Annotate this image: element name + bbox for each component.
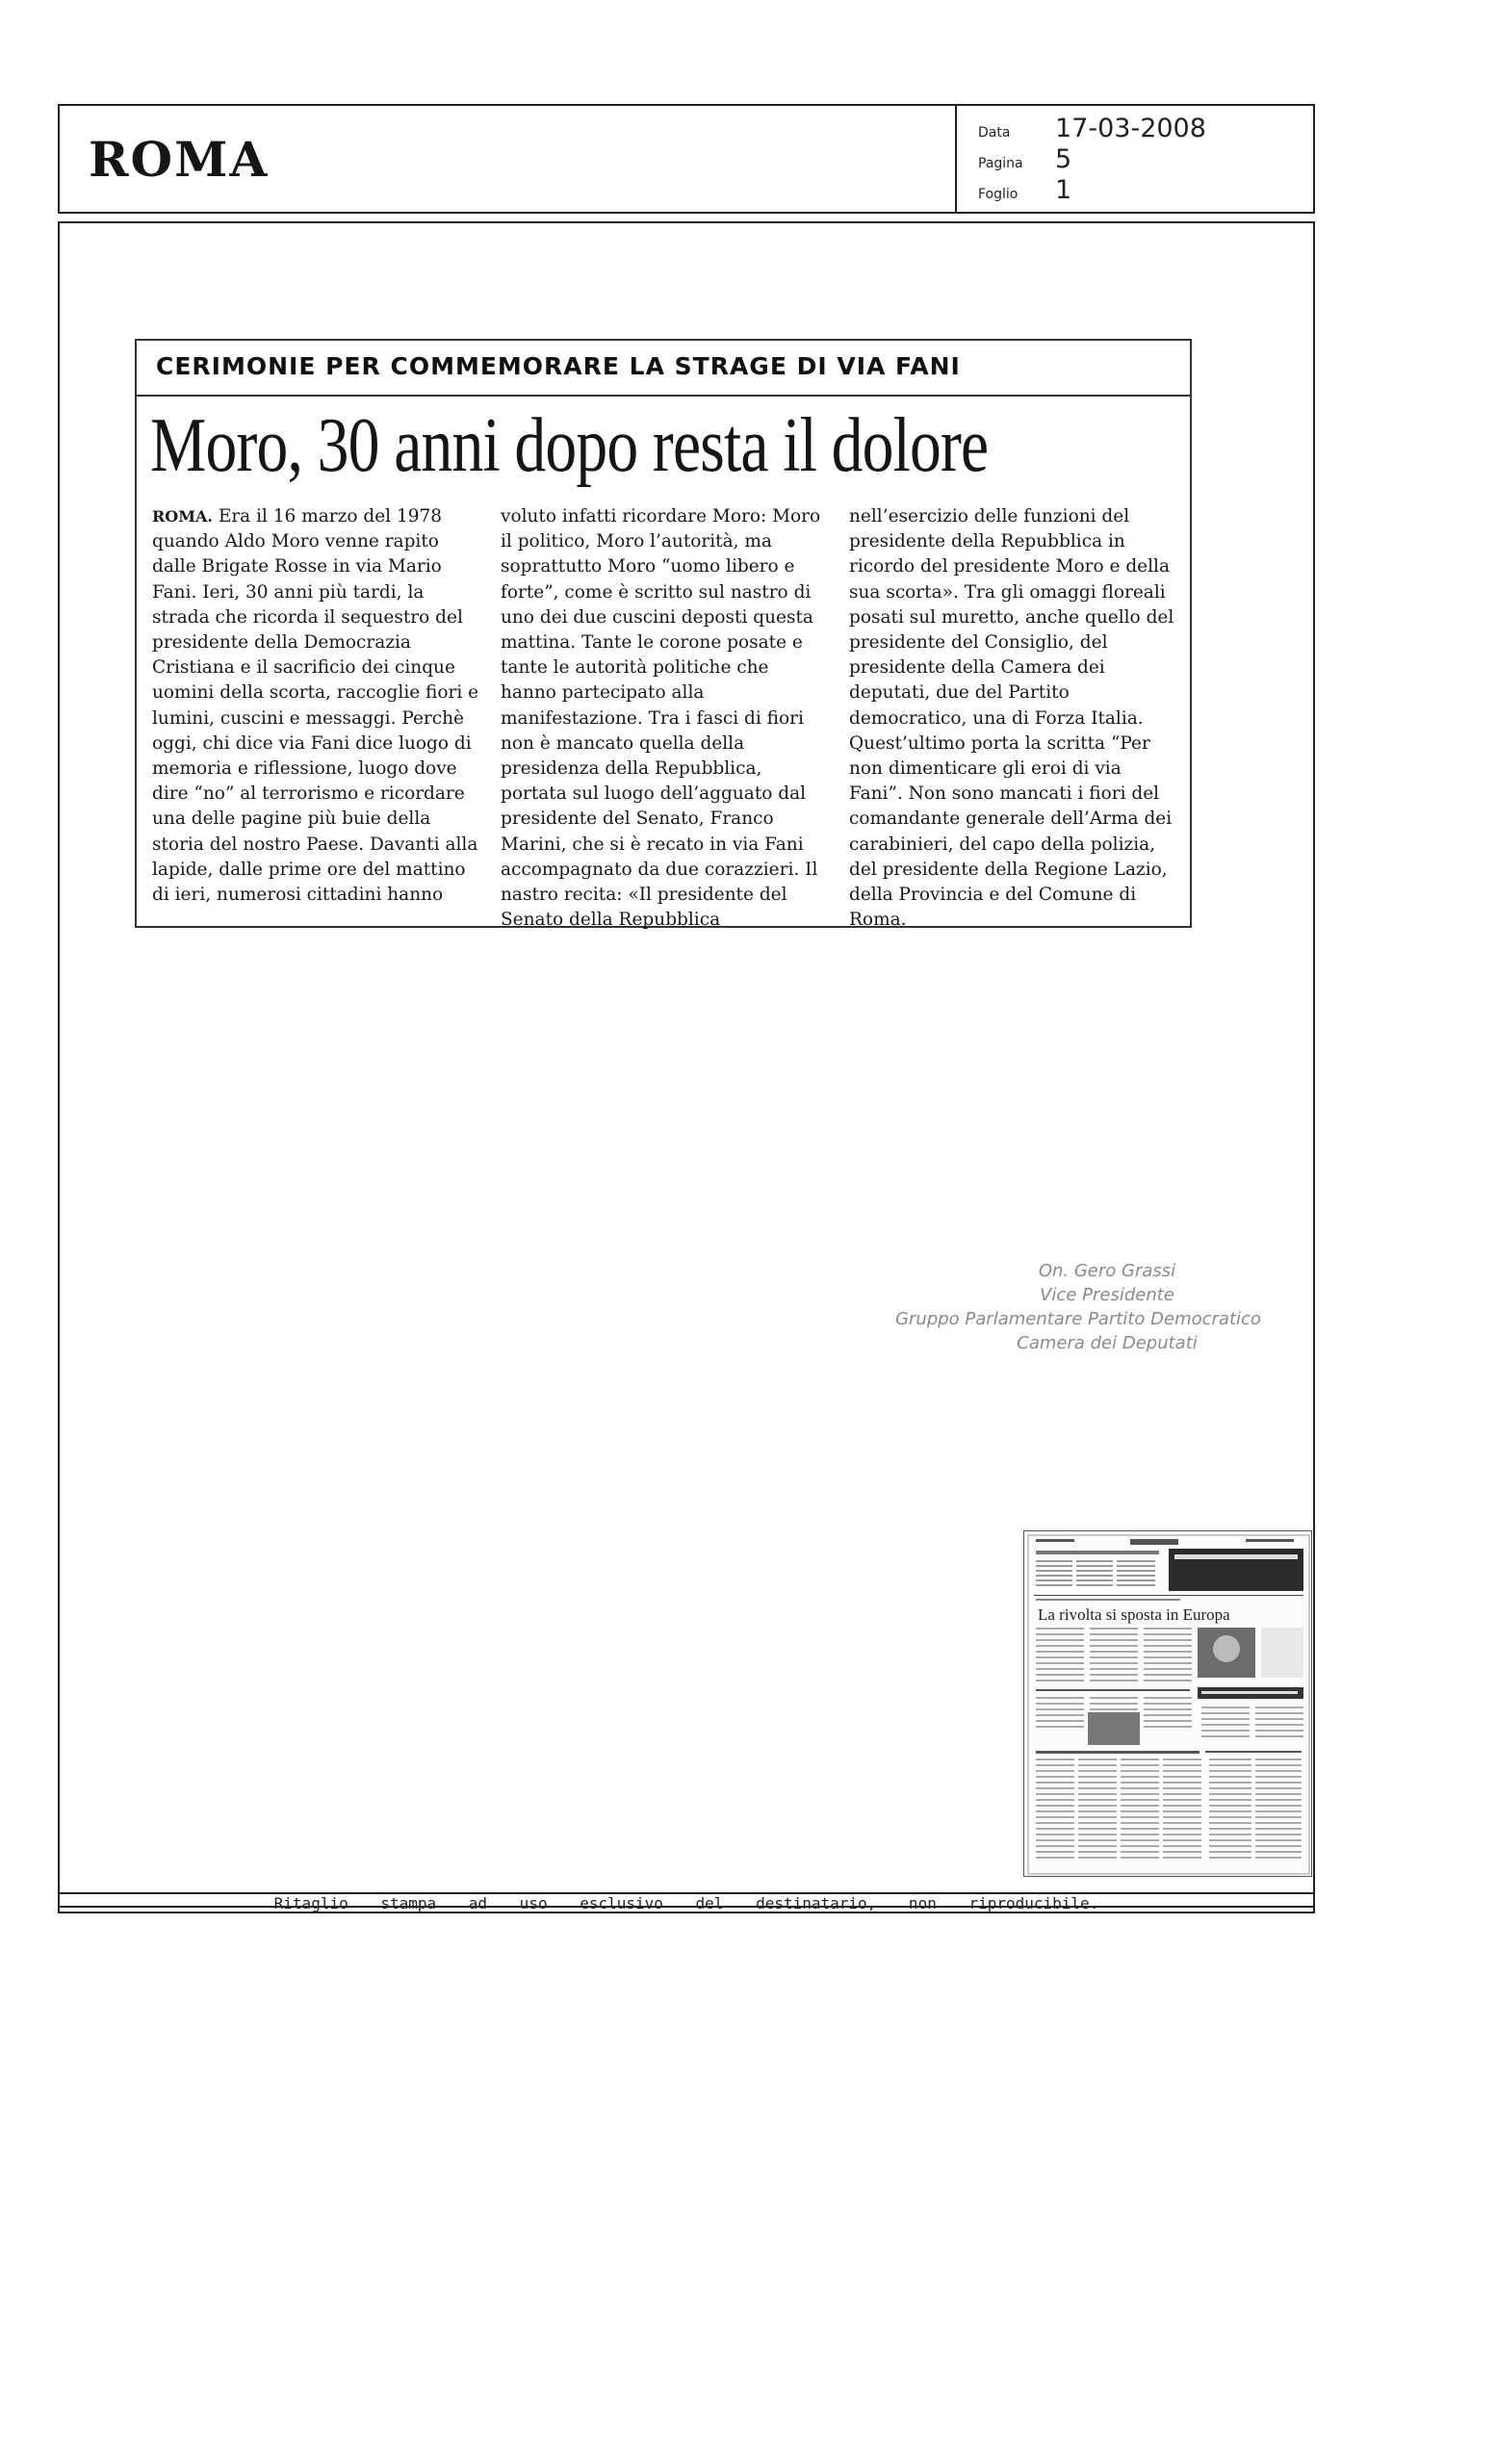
- sheet-row: [978, 175, 1313, 206]
- column-1-body: Era il 16 marzo del 1978 quando Aldo Moro venne rapito dalle Brigate Rosse in via Mario Fani. Ieri, 30 anni più tardi, la strada che ricorda il sequestro del presidente della Democrazia Cristiana e il sacrificio dei cinque uomini della scorta, raccoglie fiori e lumini, cuscini e messaggi. Perchè oggi, chi dice via Fani dice luogo di memoria e riflessione, luogo dove dire “no” al terrorismo e ricordare una delle pagine più buie della storia del nostro Paese. Davanti alla lapide, dalle prime ore del mattino di ieri, numerosi cittadini hanno: [152, 506, 479, 906]
- date-label: Data: [978, 125, 1011, 141]
- article-box: [135, 339, 1192, 931]
- masthead-title: ROMA: [89, 130, 270, 188]
- masthead: [60, 106, 955, 212]
- stamp-group: Gruppo Parlamentare Partito Democratico: [895, 1309, 1261, 1329]
- office-stamp: [895, 1259, 1309, 1355]
- article-column-2: [501, 504, 828, 933]
- article-dateline: ROMA.: [152, 507, 213, 526]
- page-value: 5: [1055, 144, 1072, 174]
- page-label: Pagina: [978, 156, 1023, 171]
- kicker-divider: [137, 395, 1190, 397]
- stamp-name: On. Gero Grassi: [1038, 1261, 1176, 1281]
- article-column-1: [152, 504, 479, 908]
- stamp-chamber: Camera dei Deputati: [1017, 1333, 1198, 1353]
- date-row: [978, 114, 1313, 144]
- article-headline: Moro, 30 anni dopo resta il dolore: [150, 403, 989, 488]
- date-value: 17-03-2008: [1055, 114, 1206, 143]
- article-kicker: CERIMONIE PER COMMEMORARE LA STRAGE DI VIA FANI: [156, 352, 961, 380]
- sheet-label: Foglio: [978, 187, 1019, 202]
- thumbnail-headline: La rivolta si sposta in Europa: [1038, 1605, 1230, 1624]
- page-row: [978, 144, 1313, 175]
- column-1-text: [152, 504, 479, 908]
- column-3-text: nell’esercizio delle funzioni del presidente della Repubblica in ricordo del presidente Moro e della sua scorta». Tra gli omaggi floreali posati sul muretto, anche quello del presidente del Consiglio, del presidente della Camera dei deputati, due del Partito democratico, una di Forza Italia. Quest’ultimo porta la scritta “Per non dimenticare gli eroi di via Fani”. Non sono mancati i fiori del comandante generale dell’Arma dei carabinieri, del capo della polizia, del presidente della Regione Lazio, della Provincia e del Comune di Roma.: [849, 506, 1174, 931]
- article-column-3: [849, 504, 1176, 933]
- clipping-notice: [58, 1892, 1315, 1913]
- header-frame: [58, 104, 1315, 214]
- clipping-notice-text: Ritaglio stampa ad uso esclusivo del destinatario, non riproducibile.: [273, 1893, 1099, 1912]
- page-thumbnail: [1023, 1530, 1312, 1877]
- column-2-text: voluto infatti ricordare Moro: Moro il politico, Moro l’autorità, ma soprattutto Moro “uomo libero e forte”, come è scritto sul nastro di uno dei due cuscini deposti questa mattina. Tante le corone posate e tante le autorità politiche che hanno partecipato alla manifestazione. Tra i fasci di fiori non è mancato quella della presidenza della Repubblica, portata sul luogo dell’agguato dal presidente del Senato, Franco Marini, che si è recato in via Fani accompagnato da due corazzieri. Il nastro recita: «Il presidente del Senato della Repubblica: [501, 506, 821, 931]
- metadata-box: [955, 106, 1313, 212]
- stamp-role: Vice Presidente: [1040, 1285, 1174, 1305]
- thumbnail-graphic: [1024, 1531, 1312, 1877]
- sheet-value: 1: [1055, 175, 1072, 205]
